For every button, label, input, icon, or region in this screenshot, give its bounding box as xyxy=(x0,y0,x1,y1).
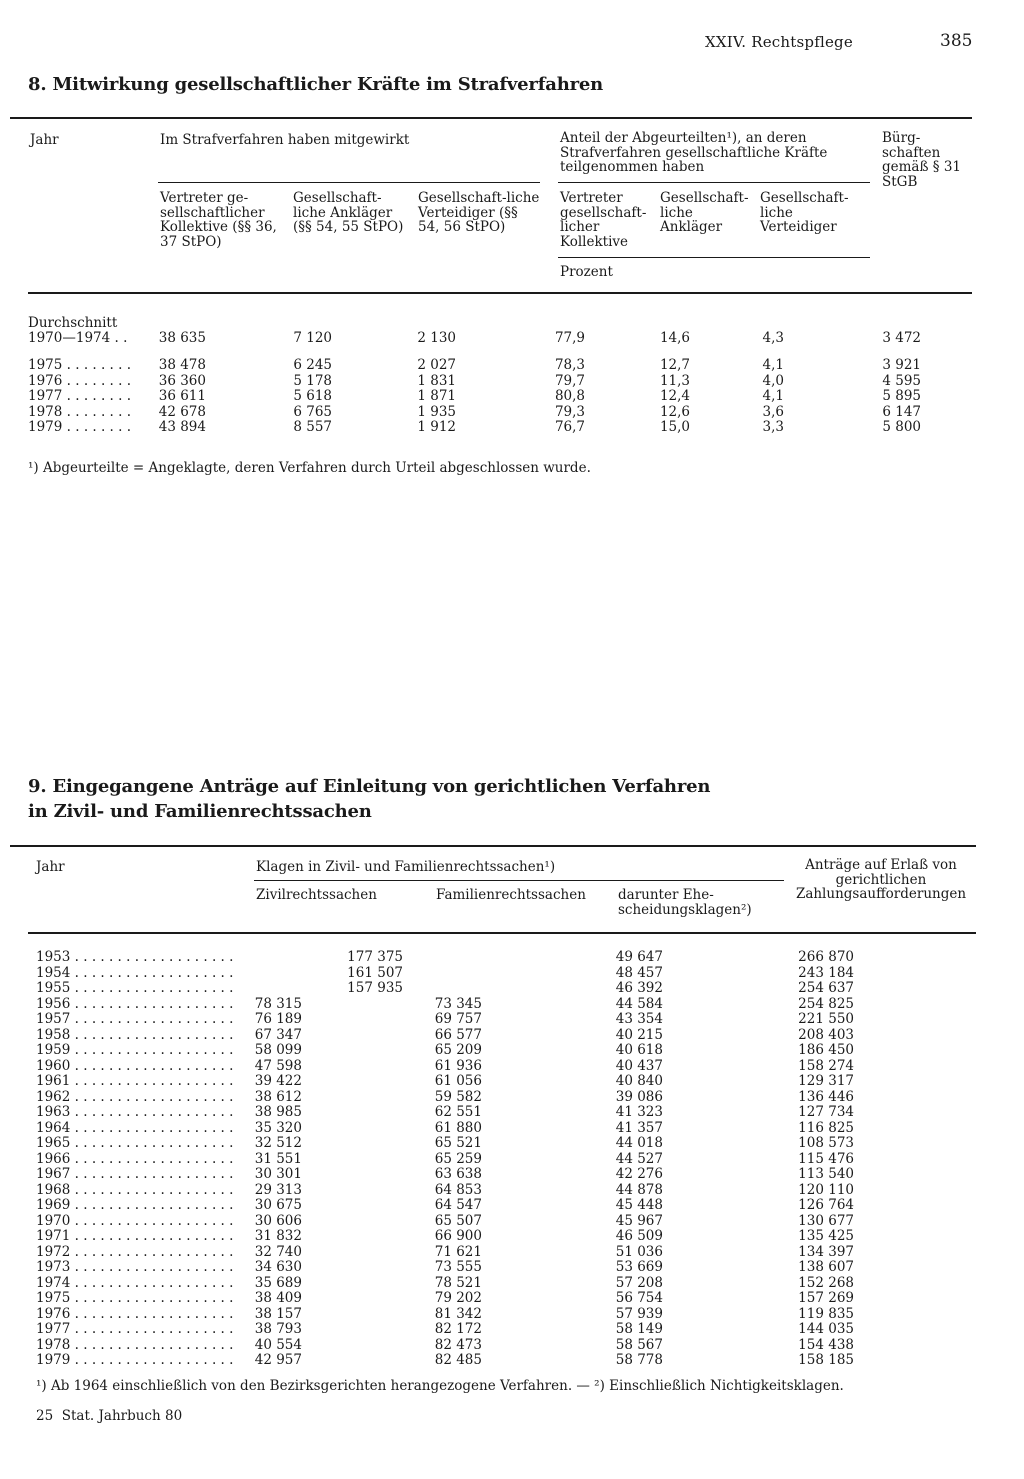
table8-cell: 42 678 xyxy=(158,403,206,420)
table8-cell: 5 178 xyxy=(293,372,332,389)
table9-cell-zivil: 58 099 xyxy=(254,1042,302,1058)
table8-cell: 12,4 xyxy=(659,388,690,404)
table9-cell-zivil: 38 612 xyxy=(254,1088,302,1105)
table9-cell-antraege: 266 870 xyxy=(798,949,854,965)
table9-cell-ehe: 40 215 xyxy=(615,1026,663,1043)
table9-cell-antraege: 158 185 xyxy=(798,1352,854,1368)
table8-cell: 36 360 xyxy=(158,372,206,389)
table8-row-year: 1975 . . . . . . . . xyxy=(28,357,132,373)
table8-cell: 5 800 xyxy=(882,419,921,435)
table9-cell-antraege: 127 734 xyxy=(798,1104,854,1120)
table8-avg-cell: 2 130 xyxy=(417,330,456,346)
table9-cell-zivil: 34 630 xyxy=(254,1259,302,1275)
table8-header-anklaeger-pct: Gesellschaft-liche Ankläger xyxy=(660,190,749,235)
table9-cell-familie: 73 345 xyxy=(434,995,482,1012)
table9-header-zivil: Zivilrechtssachen xyxy=(256,887,377,903)
table9-cell-ehe: 46 509 xyxy=(615,1228,663,1244)
table9-cell-zivil: 31 832 xyxy=(254,1228,302,1244)
table9-cell-antraege: 243 184 xyxy=(798,964,854,981)
table8-cell: 3 921 xyxy=(882,357,921,373)
table8-cell: 43 894 xyxy=(158,419,206,435)
table8-row-year: 1976 . . . . . . . . xyxy=(28,372,132,389)
table8-avg-cell: 3 472 xyxy=(882,330,921,346)
table9-cell-ehe: 40 618 xyxy=(615,1042,663,1058)
table9-cell-antraege: 120 110 xyxy=(798,1181,854,1198)
table9-cell-familie: 66 577 xyxy=(434,1026,482,1043)
table9-row-year: 1971 . . . . . . . . . . . . . . . . . . . xyxy=(36,1228,234,1244)
table9-row-year: 1959 . . . . . . . . . . . . . . . . . . . xyxy=(36,1042,234,1058)
table9-cell-ehe: 44 584 xyxy=(615,995,663,1012)
table9-cell-zivil: 30 675 xyxy=(254,1197,302,1213)
table8-avg-period: 1970—1974 . . xyxy=(28,330,128,346)
table9-cell-ehe: 45 967 xyxy=(615,1212,663,1229)
table9-cell-familie: 65 507 xyxy=(434,1212,482,1229)
table9-cell-antraege: 154 438 xyxy=(798,1336,854,1353)
table9-cell-familie: 62 551 xyxy=(434,1104,482,1120)
table9-cell-zivil: 38 985 xyxy=(254,1104,302,1120)
table9-cell-ehe: 56 754 xyxy=(615,1290,663,1306)
table9-cell-ehe: 39 086 xyxy=(615,1088,663,1105)
table9-cell-zivil: 47 598 xyxy=(254,1057,302,1074)
table9-title-line1: 9. Eingegangene Anträge auf Einleitung von gerichtlichen Verfahren xyxy=(28,776,711,797)
table8-cell: 6 765 xyxy=(293,403,332,420)
table9-cell-ehe: 41 323 xyxy=(615,1104,663,1120)
table9-cell-familie: 82 172 xyxy=(434,1321,482,1337)
table9-row-year: 1964 . . . . . . . . . . . . . . . . . . . xyxy=(36,1119,234,1136)
table9-row-year: 1954 . . . . . . . . . . . . . . . . . . . xyxy=(36,964,234,981)
table8-avg-cell: 14,6 xyxy=(659,330,690,346)
table9-cell-familie: 82 485 xyxy=(434,1352,482,1368)
table9-cell-zivil: 31 551 xyxy=(254,1150,302,1167)
table9-header-familie: Familienrechtssachen xyxy=(436,887,586,903)
table9-cell-antraege: 208 403 xyxy=(798,1026,854,1043)
table8-row-year: 1978 . . . . . . . . xyxy=(28,403,132,420)
table8-cell: 8 557 xyxy=(293,419,332,435)
table8-cell: 79,7 xyxy=(554,372,585,389)
table8-group1-rule xyxy=(158,182,540,183)
table9-cell-ehe: 48 457 xyxy=(615,964,663,981)
table9-cell-antraege: 130 677 xyxy=(798,1212,854,1229)
table8-header-buergschaften: Bürg-schaften gemäß § 31 StGB xyxy=(882,130,962,190)
table9-cell-ehe: 46 392 xyxy=(615,980,663,996)
table9-group-rule xyxy=(254,880,784,881)
table9-cell-antraege: 152 268 xyxy=(798,1274,854,1291)
table9-cell-zivil: 30 606 xyxy=(254,1212,302,1229)
table9-cell-ehe: 41 357 xyxy=(615,1119,663,1136)
page-number: 385 xyxy=(940,31,973,51)
table9-cell-ehe: 58 567 xyxy=(615,1336,663,1353)
table9-cell-zivil: 38 157 xyxy=(254,1305,302,1322)
table8-cell: 5 618 xyxy=(293,388,332,404)
table8-avg-cell: 77,9 xyxy=(554,330,585,346)
table9-cell-zivil: 30 301 xyxy=(254,1166,302,1182)
table9-cell-zivil: 29 313 xyxy=(254,1181,302,1198)
table8-header-vertreter: Vertreter ge-sellschaftlicher Kollektive (§§ 36, 37 StPO) xyxy=(160,190,277,250)
table9-cell-zivil: 39 422 xyxy=(254,1073,302,1089)
table9-cell-ehe: 45 448 xyxy=(615,1197,663,1213)
table8-header-verteidiger: Gesellschaft-liche Verteidiger (§§ 54, 56 StPO) xyxy=(418,190,540,235)
table8-cell: 4 595 xyxy=(882,372,921,389)
table9-cell-zivil: 78 315 xyxy=(254,995,302,1012)
table9-cell-antraege: 254 825 xyxy=(798,995,854,1012)
table9-cell-antraege: 115 476 xyxy=(798,1150,854,1167)
table9-cell-antraege: 116 825 xyxy=(798,1119,854,1136)
table9-row-year: 1961 . . . . . . . . . . . . . . . . . . . xyxy=(36,1073,234,1089)
table9-cell-zivil: 32 740 xyxy=(254,1243,302,1260)
table8-header-vertreter-pct: Vertreter gesellschaft-licher Kollektive xyxy=(560,190,647,250)
table8-cell: 5 895 xyxy=(882,388,921,404)
table9-cell-familie: 78 521 xyxy=(434,1274,482,1291)
table9-row-year: 1970 . . . . . . . . . . . . . . . . . . . xyxy=(36,1212,234,1229)
table8-cell: 2 027 xyxy=(417,357,456,373)
table9-cell-zivil: 38 793 xyxy=(254,1321,302,1337)
table8-cell: 4,0 xyxy=(762,372,784,389)
table9-cell-antraege: 126 764 xyxy=(798,1197,854,1213)
table8-header-group1: Im Strafverfahren haben mitgewirkt xyxy=(160,132,410,148)
table9-cell-antraege: 158 274 xyxy=(798,1057,854,1074)
table9-cell-ehe: 51 036 xyxy=(615,1243,663,1260)
table8-cell: 4,1 xyxy=(762,388,784,404)
table9-row-year: 1978 . . . . . . . . . . . . . . . . . . . xyxy=(36,1336,234,1353)
table8-header-group2: Anteil der Abgeurteilten¹), an deren Strafverfahren gesellschaftliche Kräfte teilgenommen haben xyxy=(560,130,828,175)
table8-avg-cell: 4,3 xyxy=(762,330,784,346)
table8-header-anklaeger: Gesellschaft-liche Ankläger (§§ 54, 55 StPO) xyxy=(293,190,404,235)
table9-cell-familie: 73 555 xyxy=(434,1259,482,1275)
table9-header-bottom-rule xyxy=(28,932,976,934)
table9-row-year: 1953 . . . . . . . . . . . . . . . . . . . xyxy=(36,949,234,965)
table8-cell: 78,3 xyxy=(554,357,585,373)
table9-cell-familie: 59 582 xyxy=(434,1088,482,1105)
table9-footnote: ¹) Ab 1964 einschließlich von den Bezirksgerichten herangezogene Verfahren. — ²) Einschließlich Nichtigkeitsklagen. xyxy=(36,1378,844,1394)
table8-cell: 6 147 xyxy=(882,403,921,420)
table9-cell-ehe: 44 878 xyxy=(615,1181,663,1198)
table9-cell-ehe: 44 527 xyxy=(615,1150,663,1167)
table8-top-rule xyxy=(10,117,972,119)
table8-cell: 80,8 xyxy=(554,388,585,404)
table9-cell-antraege: 135 425 xyxy=(798,1228,854,1244)
table9-row-year: 1960 . . . . . . . . . . . . . . . . . . . xyxy=(36,1057,234,1074)
table8-cell: 1 871 xyxy=(417,388,456,404)
table9-row-year: 1966 . . . . . . . . . . . . . . . . . . . xyxy=(36,1150,234,1167)
table9-cell-familie: 65 209 xyxy=(434,1042,482,1058)
table9-cell-zivil: 32 512 xyxy=(254,1135,302,1151)
table8-cell: 3,3 xyxy=(762,419,784,435)
table9-row-year: 1979 . . . . . . . . . . . . . . . . . . . xyxy=(36,1352,234,1368)
table9-cell-antraege: 221 550 xyxy=(798,1011,854,1027)
table8-cell: 12,7 xyxy=(659,357,690,373)
table8-cell: 1 935 xyxy=(417,403,456,420)
table9-row-year: 1975 . . . . . . . . . . . . . . . . . . . xyxy=(36,1290,234,1306)
table9-cell-ehe: 44 018 xyxy=(615,1135,663,1151)
table9-row-year: 1956 . . . . . . . . . . . . . . . . . . . xyxy=(36,995,234,1012)
table9-cell-familie: 61 056 xyxy=(434,1073,482,1089)
table9-cell-familie: 65 521 xyxy=(434,1135,482,1151)
table8-header-verteidiger-pct: Gesellschaft-liche Verteidiger xyxy=(760,190,849,235)
table9-cell-ehe: 42 276 xyxy=(615,1166,663,1182)
table9-header-antraege: Anträge auf Erlaß von gerichtlichen Zahlungsaufforderungen xyxy=(795,857,967,902)
table9-cell-combined: 157 935 xyxy=(347,980,403,996)
table8-row-year: 1979 . . . . . . . . xyxy=(28,419,132,435)
table9-cell-antraege: 254 637 xyxy=(798,980,854,996)
table9-row-year: 1958 . . . . . . . . . . . . . . . . . . . xyxy=(36,1026,234,1043)
table8-cell: 1 912 xyxy=(417,419,456,435)
table8-cell: 79,3 xyxy=(554,403,585,420)
table9-cell-antraege: 119 835 xyxy=(798,1305,854,1322)
table8-prozent-rule xyxy=(558,257,870,258)
table9-cell-familie: 66 900 xyxy=(434,1228,482,1244)
table9-row-year: 1972 . . . . . . . . . . . . . . . . . . . xyxy=(36,1243,234,1260)
table8-cell: 76,7 xyxy=(554,419,585,435)
table9-cell-antraege: 157 269 xyxy=(798,1290,854,1306)
table8-cell: 38 478 xyxy=(158,357,206,373)
table9-row-year: 1955 . . . . . . . . . . . . . . . . . . . xyxy=(36,980,234,996)
table9-cell-zivil: 35 689 xyxy=(254,1274,302,1291)
table9-row-year: 1957 . . . . . . . . . . . . . . . . . . . xyxy=(36,1011,234,1027)
table8-cell: 1 831 xyxy=(417,372,456,389)
table8-unit-prozent: Prozent xyxy=(560,264,613,280)
table9-cell-antraege: 134 397 xyxy=(798,1243,854,1260)
table9-cell-antraege: 113 540 xyxy=(798,1166,854,1182)
page-footer: 25 Stat. Jahrbuch 80 xyxy=(36,1408,183,1424)
table9-cell-antraege: 108 573 xyxy=(798,1135,854,1151)
table9-cell-antraege: 144 035 xyxy=(798,1321,854,1337)
table9-cell-ehe: 40 437 xyxy=(615,1057,663,1074)
table9-title-line2: in Zivil- und Familienrechtssachen xyxy=(28,801,372,822)
table9-row-year: 1969 . . . . . . . . . . . . . . . . . . . xyxy=(36,1197,234,1213)
table9-row-year: 1967 . . . . . . . . . . . . . . . . . . . xyxy=(36,1166,234,1182)
table9-cell-antraege: 186 450 xyxy=(798,1042,854,1058)
table9-cell-zivil: 42 957 xyxy=(254,1352,302,1368)
table9-cell-familie: 69 757 xyxy=(434,1011,482,1027)
table8-avg-label: Durchschnitt xyxy=(28,315,118,331)
table9-cell-familie: 64 853 xyxy=(434,1181,482,1198)
table8-cell: 12,6 xyxy=(659,403,690,420)
table9-cell-ehe: 58 149 xyxy=(615,1321,663,1337)
table8-header-jahr: Jahr xyxy=(30,132,59,148)
table8-cell: 11,3 xyxy=(659,372,690,389)
table9-cell-familie: 79 202 xyxy=(434,1290,482,1306)
table9-cell-zivil: 67 347 xyxy=(254,1026,302,1043)
table9-cell-familie: 64 547 xyxy=(434,1197,482,1213)
table9-header-ehe: darunter Ehe-scheidungsklagen²) xyxy=(618,887,752,918)
table9-cell-familie: 61 880 xyxy=(434,1119,482,1136)
table9-cell-ehe: 58 778 xyxy=(615,1352,663,1368)
chapter-header: XXIV. Rechtspflege xyxy=(705,33,853,51)
table9-cell-familie: 81 342 xyxy=(434,1305,482,1322)
table9-cell-familie: 65 259 xyxy=(434,1150,482,1167)
table9-header-group: Klagen in Zivil- und Familienrechtssachen¹) xyxy=(256,859,556,875)
table8-avg-cell: 38 635 xyxy=(158,330,206,346)
table9-row-year: 1963 . . . . . . . . . . . . . . . . . . . xyxy=(36,1104,234,1120)
table9-cell-ehe: 49 647 xyxy=(615,949,663,965)
table9-cell-ehe: 40 840 xyxy=(615,1073,663,1089)
table9-cell-familie: 63 638 xyxy=(434,1166,482,1182)
table9-header-jahr: Jahr xyxy=(36,859,65,875)
table9-cell-ehe: 53 669 xyxy=(615,1259,663,1275)
table8-group2-rule xyxy=(558,182,870,183)
table8-cell: 3,6 xyxy=(762,403,784,420)
table9-row-year: 1973 . . . . . . . . . . . . . . . . . . . xyxy=(36,1259,234,1275)
table8-row-year: 1977 . . . . . . . . xyxy=(28,388,132,404)
table8-cell: 4,1 xyxy=(762,357,784,373)
table9-row-year: 1965 . . . . . . . . . . . . . . . . . . . xyxy=(36,1135,234,1151)
table9-cell-ehe: 57 939 xyxy=(615,1305,663,1322)
table8-header-bottom-rule xyxy=(28,292,972,294)
table9-row-year: 1976 . . . . . . . . . . . . . . . . . . . xyxy=(36,1305,234,1322)
table9-cell-zivil: 40 554 xyxy=(254,1336,302,1353)
table9-cell-zivil: 76 189 xyxy=(254,1011,302,1027)
table9-row-year: 1962 . . . . . . . . . . . . . . . . . . . xyxy=(36,1088,234,1105)
table8-cell: 6 245 xyxy=(293,357,332,373)
table9-cell-combined: 161 507 xyxy=(347,964,403,981)
table9-cell-antraege: 136 446 xyxy=(798,1088,854,1105)
table8-cell: 36 611 xyxy=(158,388,206,404)
table9-cell-zivil: 38 409 xyxy=(254,1290,302,1306)
table9-cell-familie: 71 621 xyxy=(434,1243,482,1260)
table8-title: 8. Mitwirkung gesellschaftlicher Kräfte im Strafverfahren xyxy=(28,74,604,95)
table8-cell: 15,0 xyxy=(659,419,690,435)
table8-footnote: ¹) Abgeurteilte = Angeklagte, deren Verfahren durch Urteil abgeschlossen wurde. xyxy=(28,460,591,476)
table8-avg-cell: 7 120 xyxy=(293,330,332,346)
table9-cell-zivil: 35 320 xyxy=(254,1119,302,1136)
table9-cell-ehe: 43 354 xyxy=(615,1011,663,1027)
table9-cell-familie: 82 473 xyxy=(434,1336,482,1353)
table9-row-year: 1974 . . . . . . . . . . . . . . . . . . . xyxy=(36,1274,234,1291)
table9-cell-ehe: 57 208 xyxy=(615,1274,663,1291)
table9-top-rule xyxy=(10,845,976,847)
table9-row-year: 1977 . . . . . . . . . . . . . . . . . . . xyxy=(36,1321,234,1337)
table9-cell-familie: 61 936 xyxy=(434,1057,482,1074)
table9-cell-combined: 177 375 xyxy=(347,949,403,965)
table9-cell-antraege: 129 317 xyxy=(798,1073,854,1089)
table9-cell-antraege: 138 607 xyxy=(798,1259,854,1275)
table9-row-year: 1968 . . . . . . . . . . . . . . . . . . . xyxy=(36,1181,234,1198)
